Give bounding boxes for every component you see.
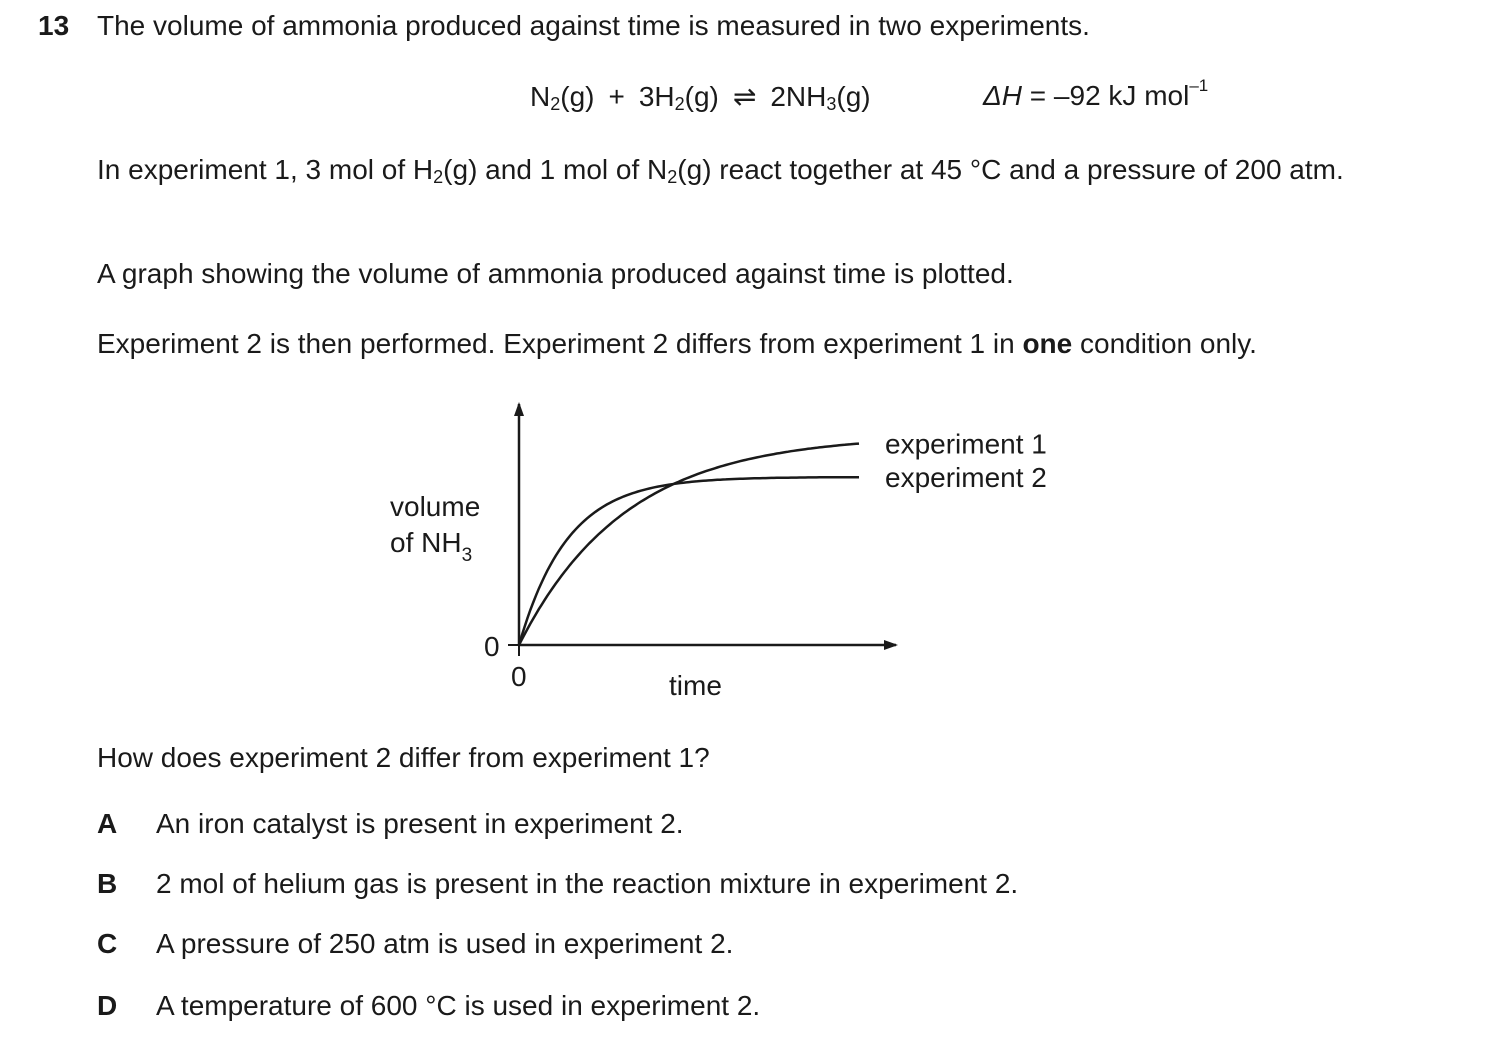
option-d-text: A temperature of 600 °C is used in experiment 2. — [156, 990, 761, 1021]
enthalpy-change — [983, 76, 1209, 112]
option-c-letter: C — [97, 928, 118, 959]
plus-sign: + — [608, 81, 625, 112]
reactant-hydrogen-state: (g) — [684, 81, 719, 112]
y-axis-label-line2 — [390, 527, 472, 566]
y-axis-label-line1: volume — [390, 491, 481, 522]
chemical-equation — [530, 80, 871, 113]
para1-sub-1: 2 — [433, 167, 444, 187]
product-ammonia-subscript: 3 — [826, 94, 837, 114]
option-b-letter: B — [97, 868, 118, 899]
volume-time-graph — [380, 390, 1080, 720]
y-axis-label-text: of NH — [390, 527, 462, 558]
x-axis-label: time — [669, 670, 722, 701]
option-a-text: An iron catalyst is present in experiment 2. — [156, 808, 684, 839]
experiment-1-description — [97, 152, 1417, 188]
x-origin-label: 0 — [511, 661, 527, 692]
y-axis-label-subscript: 3 — [461, 545, 473, 566]
delta-h-value: = –92 kJ mol — [1022, 80, 1190, 111]
reactant-nitrogen: N — [530, 81, 551, 112]
delta-h-exponent: –1 — [1189, 76, 1209, 95]
option-c[interactable] — [97, 928, 734, 960]
product-ammonia-state: (g) — [836, 81, 871, 112]
product-ammonia: 2NH — [770, 81, 827, 112]
para1-sub-2: 2 — [667, 167, 678, 187]
option-c-text: A pressure of 250 atm is used in experiment 2. — [156, 928, 734, 959]
para1-text-2: (g) and 1 mol of N — [443, 154, 668, 185]
equilibrium-arrow: ⇌ — [732, 81, 757, 112]
delta-h-symbol: ΔH — [983, 80, 1023, 111]
experiment-1-label: experiment 1 — [885, 428, 1047, 460]
question-number: 13 — [38, 10, 70, 41]
para3-text-1: Experiment 2 is then performed. Experiment 2 differs from experiment 1 in — [97, 328, 1023, 359]
graph-description: A graph showing the volume of ammonia produced against time is plotted. — [97, 258, 1014, 289]
para3-bold: one — [1022, 328, 1073, 359]
reactant-nitrogen-state: (g) — [560, 81, 595, 112]
option-a[interactable] — [97, 808, 684, 840]
reactant-nitrogen-subscript: 2 — [550, 94, 561, 114]
question-stem: The volume of ammonia produced against time is measured in two experiments. — [97, 10, 1090, 41]
experiment-2-curve — [519, 477, 859, 645]
experiment-2-label: experiment 2 — [885, 462, 1047, 494]
experiment-2-description — [97, 328, 1257, 360]
reactant-hydrogen-subscript: 2 — [674, 94, 685, 114]
y-origin-label: 0 — [484, 631, 500, 662]
question-prompt: How does experiment 2 differ from experiment 1? — [97, 742, 710, 773]
option-a-letter: A — [97, 808, 118, 839]
para1-text-3: (g) react together at 45 °C and a pressure of 200 atm. — [677, 154, 1344, 185]
reactant-hydrogen: 3H — [638, 81, 675, 112]
para1-text-1: In experiment 1, 3 mol of H — [97, 154, 434, 185]
option-b[interactable] — [97, 868, 1019, 900]
experiment-1-curve — [519, 444, 859, 645]
option-d[interactable] — [97, 990, 761, 1022]
option-d-letter: D — [97, 990, 118, 1021]
option-b-text: 2 mol of helium gas is present in the reaction mixture in experiment 2. — [156, 868, 1019, 899]
para3-text-2: condition only. — [1072, 328, 1257, 359]
